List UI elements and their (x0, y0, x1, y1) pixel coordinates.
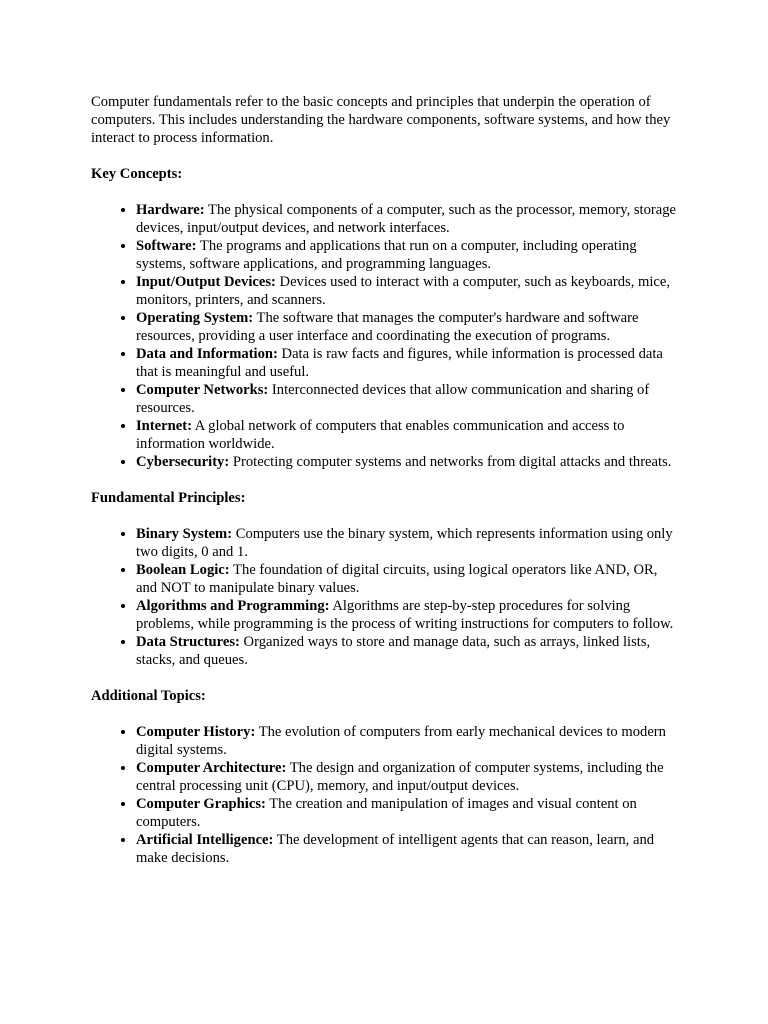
item-term: Binary System: (136, 526, 233, 542)
item-term: Computer History: (136, 724, 256, 740)
item-term: Input/Output Devices: (136, 274, 276, 290)
bullet-list (91, 723, 681, 867)
list-item (136, 759, 681, 795)
list-item (136, 381, 681, 417)
item-text: A global network of computers that enables communication and access to information worldwide. (136, 418, 625, 452)
item-text: The software that manages the computer's hardware and software resources, providing a user interface and coordinating the execution of programs. (136, 310, 639, 344)
list-item (136, 309, 681, 345)
list-item (136, 201, 681, 237)
item-term: Computer Graphics: (136, 796, 266, 812)
list-item (136, 561, 681, 597)
item-text: Devices used to interact with a computer, such as keyboards, mice, monitors, printers, and scanners. (136, 274, 671, 308)
item-term: Cybersecurity: (136, 454, 230, 470)
item-text: The development of intelligent agents that can reason, learn, and make decisions. (136, 832, 655, 866)
item-text: Interconnected devices that allow communication and sharing of resources. (136, 382, 650, 416)
item-text: The evolution of computers from early mechanical devices to modern digital systems. (136, 724, 666, 758)
item-text: Organized ways to store and manage data, such as arrays, linked lists, stacks, and queues. (136, 634, 651, 668)
list-item (136, 237, 681, 273)
item-text: Protecting computer systems and networks from digital attacks and threats. (229, 454, 672, 470)
section-heading: Additional Topics: (91, 688, 206, 704)
list-item (136, 273, 681, 309)
item-term: Software: (136, 238, 197, 254)
item-term: Operating System: (136, 310, 254, 326)
list-item (136, 597, 681, 633)
section-heading: Fundamental Principles: (91, 490, 246, 506)
list-item (136, 417, 681, 453)
list-item (136, 525, 681, 561)
document-page (91, 93, 681, 885)
item-text: The foundation of digital circuits, using logical operators like AND, OR, and NOT to manipulate binary values. (136, 562, 658, 596)
item-term: Boolean Logic: (136, 562, 230, 578)
item-text: The programs and applications that run on a computer, including operating systems, software applications, and programming languages. (136, 238, 637, 272)
item-term: Data and Information: (136, 346, 278, 362)
list-item (136, 633, 681, 669)
item-term: Artificial Intelligence: (136, 832, 274, 848)
item-term: Computer Networks: (136, 382, 269, 398)
item-term: Data Structures: (136, 634, 240, 650)
list-item (136, 453, 681, 471)
list-item (136, 795, 681, 831)
item-text: Algorithms are step-by-step procedures for solving problems, while programming is the process of writing instructions for computers to follow. (136, 598, 674, 632)
bullet-list (91, 525, 681, 669)
list-item (136, 831, 681, 867)
list-item (136, 723, 681, 759)
item-term: Computer Architecture: (136, 760, 287, 776)
item-text: Computers use the binary system, which represents information using only two digits, 0 and 1. (136, 526, 673, 560)
section-heading: Key Concepts: (91, 166, 183, 182)
intro-paragraph: Computer fundamentals refer to the basic concepts and principles that underpin the operation of computers. This includes understanding the hardware components, software systems, and how they interact to process information. (91, 94, 671, 146)
item-text: Data is raw facts and figures, while information is processed data that is meaningful and useful. (136, 346, 663, 380)
item-term: Hardware: (136, 202, 205, 218)
item-text: The design and organization of computer systems, including the central processing unit (CPU), memory, and input/output devices. (136, 760, 664, 794)
item-text: The physical components of a computer, such as the processor, memory, storage devices, input/output devices, and network interfaces. (136, 202, 677, 236)
list-item (136, 345, 681, 381)
item-text: The creation and manipulation of images and visual content on computers. (136, 796, 637, 830)
item-term: Internet: (136, 418, 192, 434)
bullet-list (91, 201, 681, 471)
item-term: Algorithms and Programming: (136, 598, 330, 614)
